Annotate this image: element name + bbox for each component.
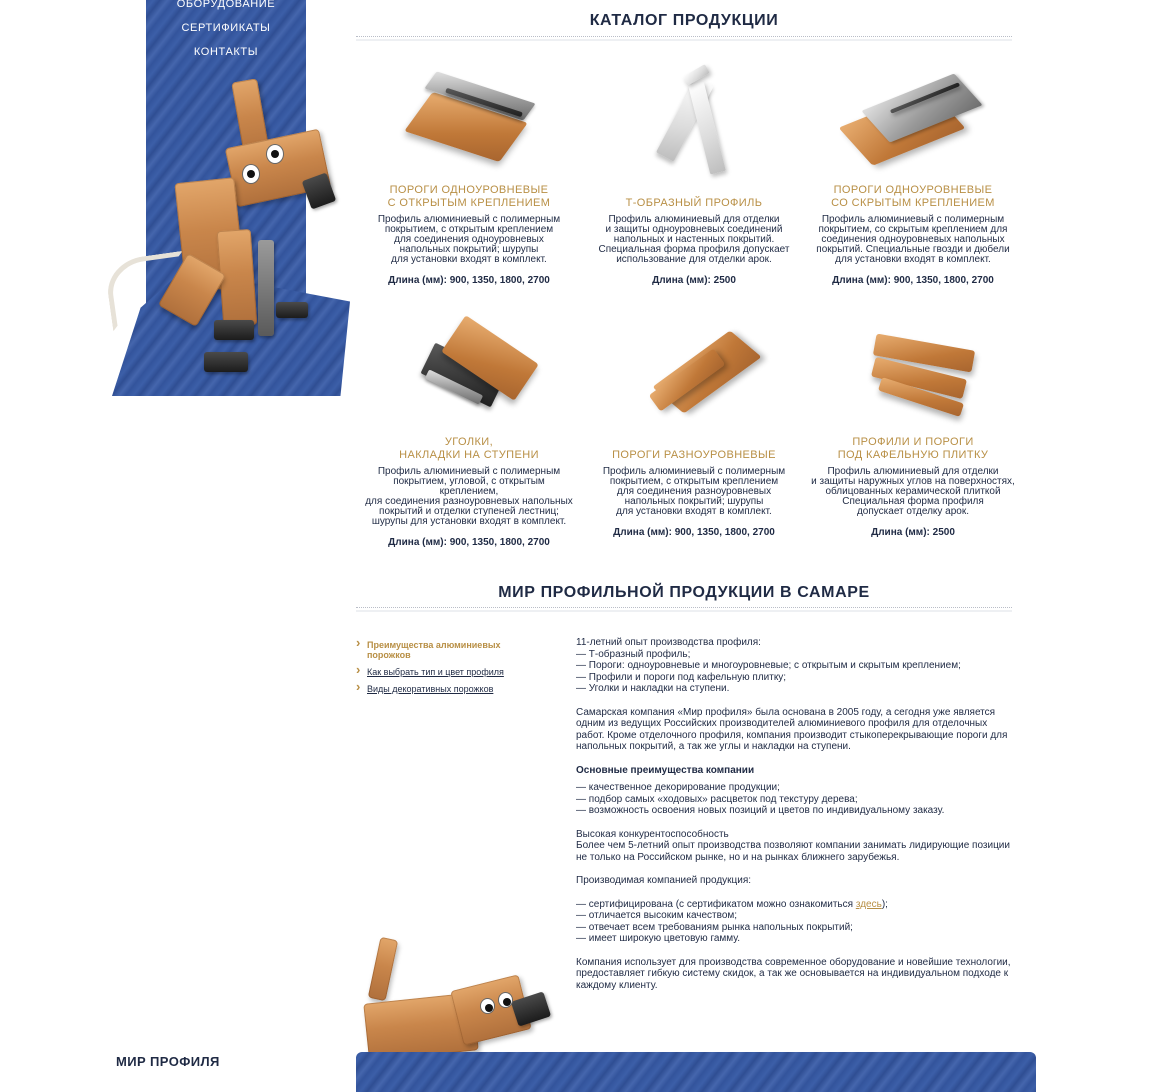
intro-line: — Профили и пороги под кафельную плитку; <box>576 671 787 683</box>
about-text <box>576 637 1016 1003</box>
product-length: Длина (мм): 900, 1350, 1800, 2700 <box>388 275 550 286</box>
competitiveness-block <box>576 829 1016 864</box>
intro-line: — Т-образный профиль; <box>576 648 691 660</box>
advantages-block <box>576 765 1016 817</box>
dog-eye-left <box>242 164 260 184</box>
article-link-decorative-thresholds[interactable]: › Виды декоративных порожков <box>356 684 536 694</box>
product-features <box>576 899 1016 945</box>
product-title[interactable]: Т-ОБРАЗНЫЙ ПРОФИЛЬ <box>625 197 763 209</box>
product-length: Длина (мм): 2500 <box>652 275 736 286</box>
side-menu-item-contacts[interactable]: КОНТАКТЫ <box>193 46 259 58</box>
certificate-link[interactable]: здесь <box>855 898 882 910</box>
advantage-item: — качественное декорирование продукции; <box>576 782 780 793</box>
product-description: Профиль алюминиевый для отделки и защиты одноуровневых соединений напольных и настенных покрытий. Специальная форма профиля допускает использование для отделки арок. <box>598 214 790 265</box>
product-length: Длина (мм): 900, 1350, 1800, 2700 <box>388 537 550 548</box>
product-card[interactable] <box>808 312 1018 538</box>
dog-paw-front <box>214 320 254 340</box>
feature-item: — имеет широкую цветовую гамму. <box>576 933 741 944</box>
intro-line: 11-летний опыт производства профиля: <box>576 637 761 648</box>
competitiveness-text: Более чем 5-летний опыт производства позволяют компании занимать лидирующие позиции не только на Российском рынке, но и на рынках ближнего зарубежья. <box>576 840 1010 863</box>
product-card[interactable] <box>589 60 799 286</box>
threshold-open-mount-image <box>394 60 544 180</box>
multi-level-threshold-image <box>619 312 769 432</box>
product-title[interactable]: ПОРОГИ ОДНОУРОВНЕВЫЕ С ОТКРЫТЫМ КРЕПЛЕНИЕМ <box>387 184 551 209</box>
intro-line: — Уголки и накладки на ступени. <box>576 683 730 694</box>
dog-metal-leg <box>258 240 274 336</box>
t-profile-image <box>619 60 769 180</box>
advantages-heading: Основные преимущества компании <box>576 764 755 776</box>
catalog-title-rule <box>356 36 1012 37</box>
product-title[interactable]: УГОЛКИ, НАКЛАДКИ НА СТУПЕНИ <box>399 436 539 461</box>
threshold-hidden-mount-image <box>838 60 988 180</box>
dog-paw-back <box>276 302 308 318</box>
product-description: Профиль алюминиевый с полимерным покрытием, со скрытым креплением для соединения одноуровневых напольных покрытий. Специальные гвозди и дюбели для установки входят в комплект. <box>816 214 1010 265</box>
product-description: Профиль алюминиевый для отделки и защиты наружных углов на поверхностях, облицованных керамической плиткой Специальная форма профиля допускает отделку арок. <box>811 466 1015 517</box>
advantage-item: — возможность освоения новых позиций и цветов по индивидуальному заказу. <box>576 805 945 816</box>
product-description: Профиль алюминиевый с полимерным покрытием, с открытым креплением для соединения одноуровневых напольных покрытий; шурупы для установки входят в комплект. <box>377 214 561 265</box>
dog-paw-base <box>204 352 248 372</box>
footer-logo[interactable]: МИР ПРОФИЛЯ <box>116 1054 220 1069</box>
article-links <box>356 640 536 701</box>
catalog-title: КАТАЛОГ ПРОДУКЦИИ <box>589 12 779 29</box>
certificate-suffix: ); <box>881 898 888 910</box>
side-menu-item-certificates[interactable]: СЕРТИФИКАТЫ <box>181 22 271 34</box>
feature-item: — отвечает всем требованиям рынка напольных покрытий; <box>576 921 853 933</box>
about-section-title: МИР ПРОФИЛЬНОЙ ПРОДУКЦИИ В САМАРЕ <box>498 584 870 601</box>
about-section-rule <box>356 607 1012 608</box>
competitiveness-heading: Высокая конкурентоспособность <box>576 828 729 840</box>
dog-eye-right <box>498 992 513 1008</box>
article-link-advantages[interactable]: › Преимущества алюминиевых порожков <box>356 640 536 660</box>
footer-bar <box>356 1052 1036 1092</box>
product-title[interactable]: ПРОФИЛИ И ПОРОГИ ПОД КАФЕЛЬНУЮ ПЛИТКУ <box>837 436 989 461</box>
product-description: Профиль алюминиевый с полимерным покрытием, с открытым креплением для соединения разноуровневых напольных покрытий; шурупы для установки входят в комплект. <box>602 466 786 517</box>
certificate-line <box>576 899 1016 911</box>
advantage-item: — подбор самых «ходовых» расцветок под текстуру дерева; <box>576 793 858 805</box>
product-length: Длина (мм): 900, 1350, 1800, 2700 <box>613 527 775 538</box>
product-card[interactable] <box>808 60 1018 286</box>
intro-line: — Пороги: одноуровневые и многоуровневые; с открытым и скрытым креплением; <box>576 660 961 671</box>
closing-paragraph: Компания использует для производства современное оборудование и новейшие технологии, предоставляет гибкую систему скидок, а так же основывается на индивидуальном подходе к каждому клиенту. <box>576 956 1011 991</box>
tile-profile-image <box>838 312 988 432</box>
article-link-choose-profile[interactable]: › Как выбрать тип и цвет профиля <box>356 667 536 677</box>
dog-eye-left <box>480 998 495 1014</box>
dog-ear <box>368 937 398 1001</box>
product-card[interactable] <box>364 60 574 286</box>
product-description: Профиль алюминиевый с полимерным покрытием, угловой, с открытым креплением, для соединения разноуровневых напольных покрытий и отделки ступеней лестниц; шурупы для установки входят в комплект. <box>365 466 573 527</box>
side-menu <box>146 0 306 64</box>
product-length: Длина (мм): 900, 1350, 1800, 2700 <box>832 275 994 286</box>
side-menu-item-equipment[interactable]: ОБОРУДОВАНИЕ <box>176 0 276 10</box>
product-card[interactable] <box>364 312 574 548</box>
feature-item: — отличается высоким качеством; <box>576 910 738 921</box>
products-heading: Производимая компанией продукция: <box>576 875 752 886</box>
product-title[interactable]: ПОРОГИ ОДНОУРОВНЕВЫЕ СО СКРЫТЫМ КРЕПЛЕНИЕМ <box>831 184 995 209</box>
company-paragraph: Самарская компания «Мир профиля» была основана в 2005 году, а сегодня уже является одним из ведущих Российских производителей алюминиевого профиля для отделочных работ. Кроме отделочного профиля, компания производит стыкоперекрывающие пороги для напольных покрытий, а так же углы и накладки на ступени. <box>576 706 1008 752</box>
wooden-dog-mascot <box>100 80 340 400</box>
product-title[interactable]: ПОРОГИ РАЗНОУРОВНЕВЫЕ <box>612 449 776 461</box>
intro-list <box>576 637 1016 695</box>
product-length: Длина (мм): 2500 <box>871 527 955 538</box>
dog-eye-right <box>266 144 284 164</box>
stair-corner-image <box>394 312 544 432</box>
product-card[interactable] <box>589 312 799 538</box>
certificate-text: — сертифицирована (с сертификатом можно ознакомиться <box>576 898 856 910</box>
